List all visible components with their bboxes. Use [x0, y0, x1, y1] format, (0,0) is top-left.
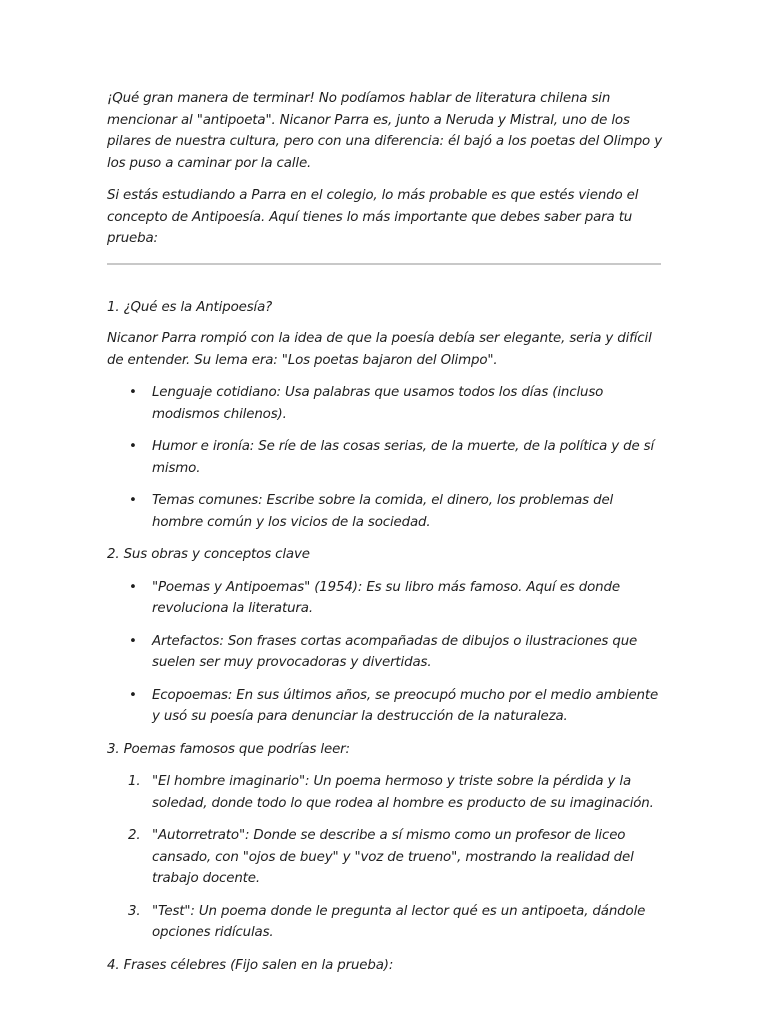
intro-paragraph-1: ¡Qué gran manera de terminar! No podíamos hablar de literatura chilena sin mencionar al "antipoeta". Nicanor Parra es, junto a Neruda y Mistral, uno de los pilares de nuestra cultura, pero con una diferencia: él bajó a los poetas del Olimpo y los puso a caminar por la calle. [107, 91, 662, 171]
document-body [107, 88, 667, 976]
list-item [129, 577, 667, 620]
list-item-text: Temas comunes: Escribe sobre la comida, el dinero, los problemas del hombre común y los vicios de la sociedad. [152, 493, 614, 530]
bullet-icon: • [129, 687, 137, 703]
list-number: 1. [128, 774, 141, 789]
list-item-text: Ecopoemas: En sus últimos años, se preocupó mucho por el medio ambiente y usó su poesía para denunciar la destrucción de la naturaleza. [152, 687, 659, 724]
bullet-icon: • [129, 579, 137, 595]
bullet-icon: • [129, 633, 137, 649]
list-item [129, 382, 667, 425]
list-item [129, 490, 667, 533]
section-heading-4: 4. Frases célebres (Fijo salen en la prueba): [107, 957, 394, 973]
section-1-list [107, 382, 667, 533]
list-item [129, 685, 667, 728]
list-item [128, 901, 667, 944]
section-divider [107, 263, 661, 265]
list-item-text: Lenguaje cotidiano: Usa palabras que usamos todos los días (incluso modismos chilenos). [152, 385, 604, 422]
list-item-text: "Test": Un poema donde le pregunta al lector qué es un antipoeta, dándole opciones ridículas. [152, 903, 646, 940]
list-item [128, 771, 667, 814]
list-item [129, 436, 667, 479]
bullet-icon: • [129, 385, 137, 400]
section-heading-1: 1. ¿Qué es la Antipoesía? [107, 299, 273, 315]
section-heading-3: 3. Poemas famosos que podrías leer: [107, 741, 350, 757]
list-item-text: Humor e ironía: Se ríe de las cosas serias, de la muerte, de la política y de sí mismo. [152, 439, 655, 476]
section-2-list [107, 577, 667, 728]
bullet-icon: • [129, 439, 137, 454]
list-item [128, 825, 667, 890]
list-item [129, 631, 667, 674]
section-1-description: Nicanor Parra rompió con la idea de que la poesía debía ser elegante, seria y difícil de entender. Su lema era: "Los poetas bajaron del Olimpo". [107, 331, 652, 368]
list-item-text: "Poemas y Antipoemas" (1954): Es su libro más famoso. Aquí es donde revoluciona la literatura. [152, 579, 620, 616]
section-heading-2: 2. Sus obras y conceptos clave [107, 547, 310, 562]
bullet-icon: • [129, 493, 137, 508]
section-3-list [107, 771, 667, 944]
intro-paragraph-2: Si estás estudiando a Parra en el colegio, lo más probable es que estés viendo el concepto de Antipoesía. Aquí tienes lo más importante que debes saber para tu prueba: [107, 188, 639, 246]
list-item-text: "Autorretrato": Donde se describe a sí mismo como un profesor de liceo cansado, con "ojos de buey" y "voz de trueno", mostrando la realidad del trabajo docente. [152, 828, 634, 886]
list-number: 2. [128, 828, 141, 843]
list-item-text: Artefactos: Son frases cortas acompañadas de dibujos o ilustraciones que suelen ser muy provocadoras y divertidas. [152, 633, 638, 670]
list-number: 3. [128, 903, 141, 919]
list-item-text: "El hombre imaginario": Un poema hermoso y triste sobre la pérdida y la soledad, donde todo lo que rodea al hombre es producto de su imaginación. [152, 774, 654, 811]
